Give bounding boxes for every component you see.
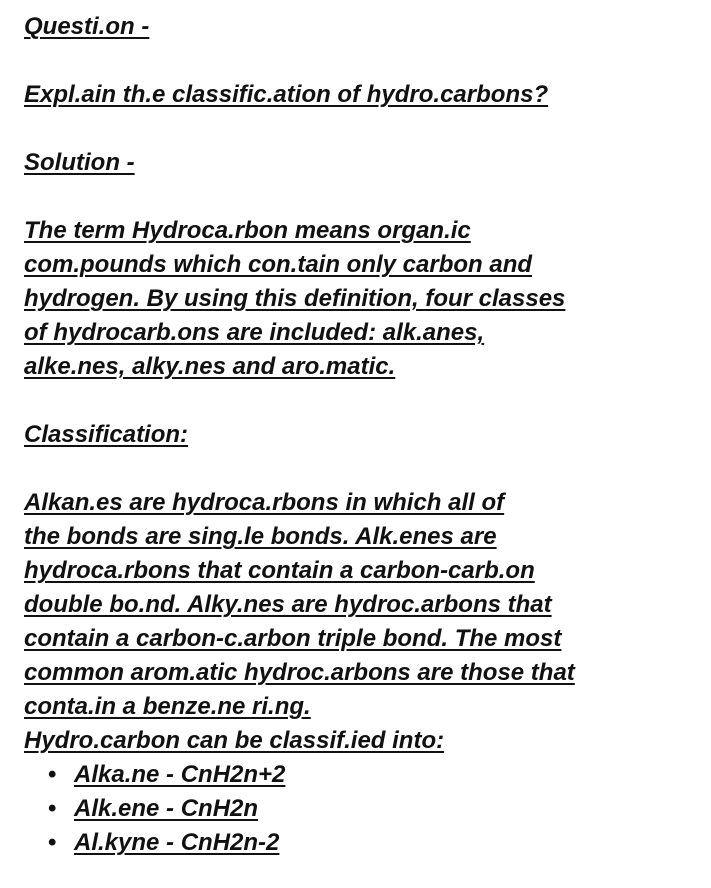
paragraph-line: of hydrocarb.ons are included: alk.anes,: [24, 319, 485, 346]
paragraph-line: contain a carbon-c.arbon triple bond. The most: [24, 625, 562, 652]
spacer: [24, 384, 694, 418]
bullet-icon: •: [48, 829, 57, 856]
paragraph-line: The term Hydroca.rbon means organ.ic: [24, 217, 471, 244]
paragraph-line: double bo.nd. Alky.nes are hydroc.arbons that: [24, 591, 552, 618]
question-heading: Questi.on -: [24, 13, 150, 40]
list-item-text: Alk.ene - CnH2n: [74, 795, 259, 822]
spacer: [24, 44, 694, 78]
paragraph-line: the bonds are sing.le bonds. Alk.enes are: [24, 523, 497, 550]
list-item-text: Al.kyne - CnH2n-2: [74, 829, 280, 856]
paragraph-line: common arom.atic hydroc.arbons are those that: [24, 659, 575, 686]
document-body: [24, 10, 694, 860]
paragraph-line: hydrogen. By using this definition, four classes: [24, 285, 566, 312]
list-item-text: Alka.ne - CnH2n+2: [74, 761, 286, 788]
spacer: [24, 112, 694, 146]
hydrocarbon-list: [24, 758, 694, 860]
spacer: [24, 452, 694, 486]
paragraph-line: alke.nes, alky.nes and aro.matic.: [24, 353, 396, 380]
classification-heading: Classification:: [24, 421, 189, 448]
list-item: [48, 826, 694, 860]
paragraph-line: com.pounds which con.tain only carbon and: [24, 251, 533, 278]
spacer: [24, 180, 694, 214]
intro-paragraph: [24, 214, 694, 384]
list-item: [48, 758, 694, 792]
paragraph-line: Alkan.es are hydroca.rbons in which all of: [24, 489, 505, 516]
paragraph-line: hydroca.rbons that contain a carbon-carb.on: [24, 557, 535, 584]
classify-intro: Hydro.carbon can be classif.ied into:: [24, 727, 445, 754]
list-item: [48, 792, 694, 826]
bullet-icon: •: [48, 761, 57, 788]
solution-heading: Solution -: [24, 149, 135, 176]
classification-paragraph: [24, 486, 694, 724]
paragraph-line: conta.in a benze.ne ri.ng.: [24, 693, 311, 720]
question-text: Expl.ain th.e classific.ation of hydro.carbons?: [24, 81, 549, 108]
bullet-icon: •: [48, 795, 57, 822]
